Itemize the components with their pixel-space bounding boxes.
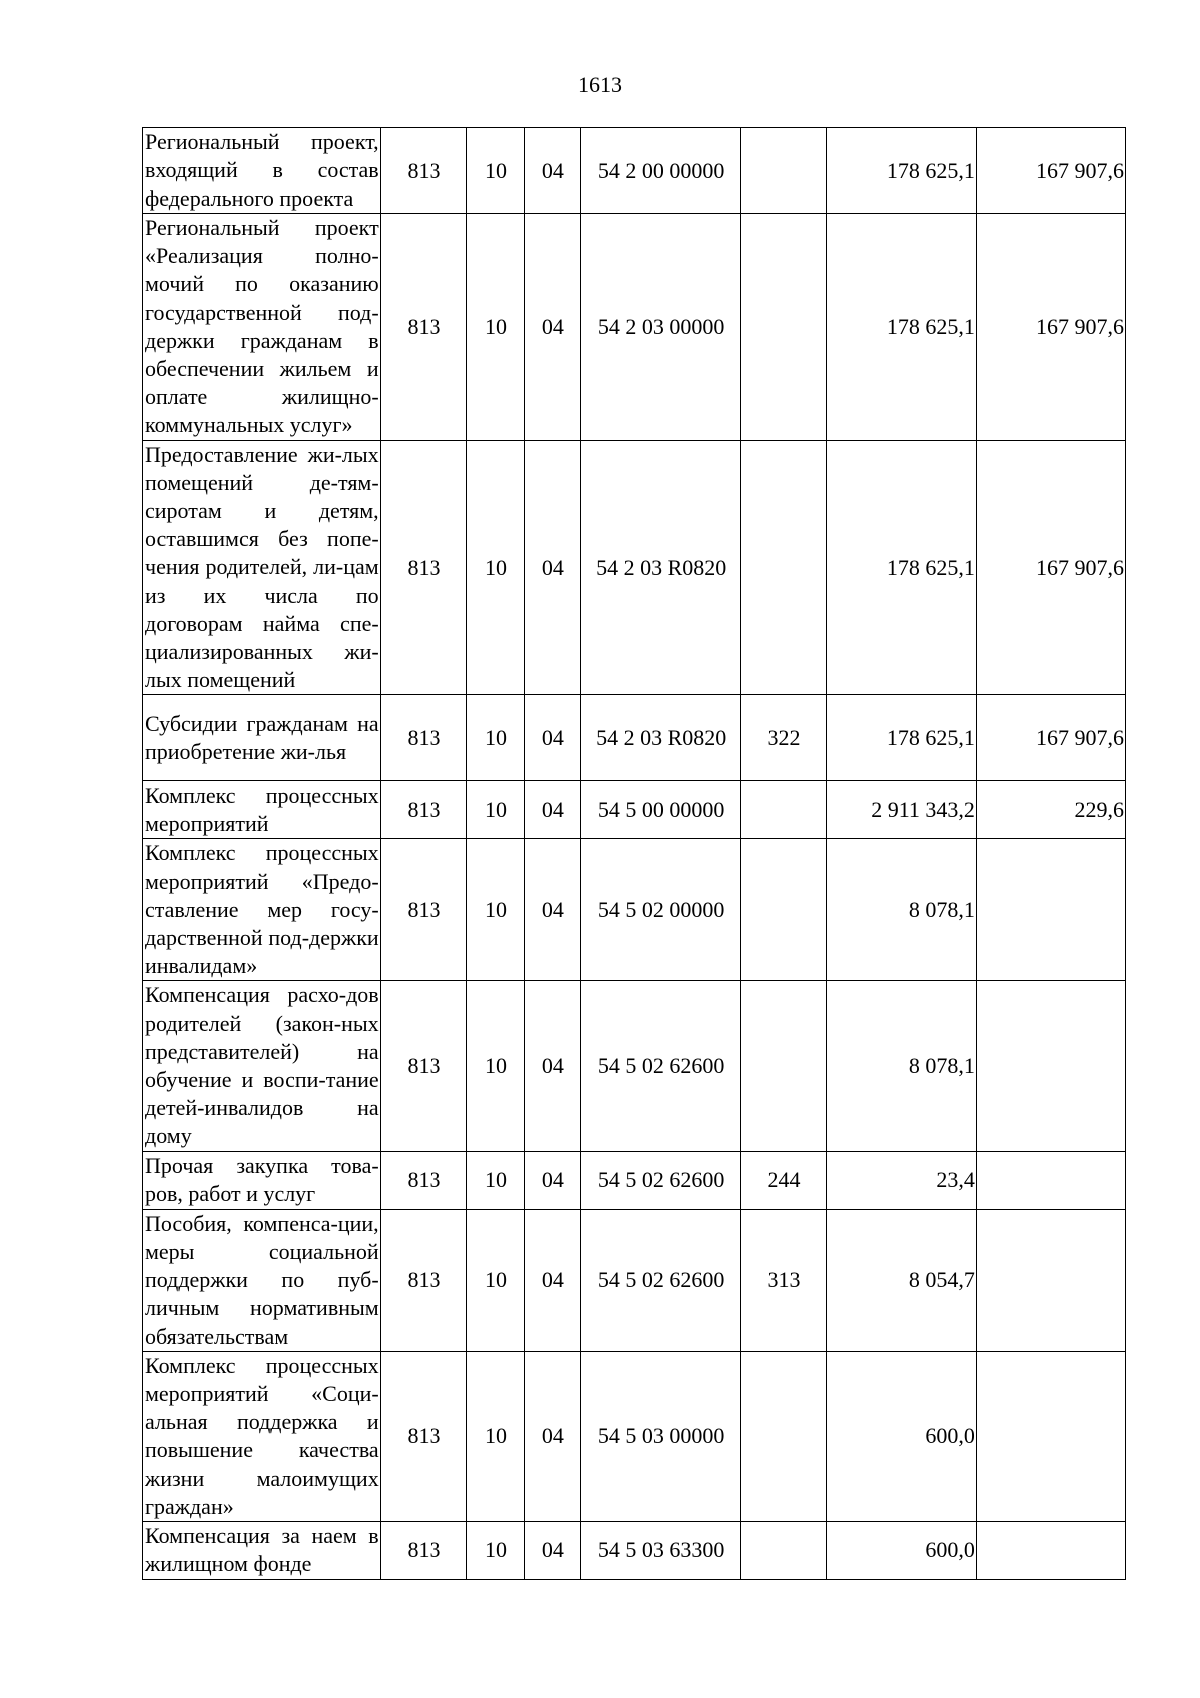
section-code: 10 — [467, 1209, 524, 1351]
section-code: 10 — [467, 839, 524, 981]
ministry-code: 813 — [380, 214, 467, 441]
row-name: Компенсация расхо-дов родителей (закон-ных представителей) на обучение и воспи-тание детей-инвалидов на дому — [143, 981, 381, 1151]
subsection-code: 04 — [524, 839, 580, 981]
sum-year-2 — [976, 1521, 1125, 1579]
ministry-code: 813 — [380, 695, 467, 781]
ministry-code: 813 — [380, 128, 467, 214]
subsection-code: 04 — [524, 1351, 580, 1521]
sum-year-1: 2 911 343,2 — [826, 781, 976, 839]
table-row — [143, 781, 1126, 839]
target-article-code: 54 2 03 R0820 — [581, 440, 741, 695]
target-article-code: 54 2 00 00000 — [581, 128, 741, 214]
section-code: 10 — [467, 781, 524, 839]
subsection-code: 04 — [524, 1151, 580, 1209]
subsection-code: 04 — [524, 128, 580, 214]
target-article-code: 54 2 03 00000 — [581, 214, 741, 441]
expense-type-code — [741, 981, 827, 1151]
subsection-code: 04 — [524, 781, 580, 839]
target-article-code: 54 5 02 00000 — [581, 839, 741, 981]
sum-year-1: 600,0 — [826, 1351, 976, 1521]
sum-year-2: 167 907,6 — [976, 440, 1125, 695]
sum-year-1: 178 625,1 — [826, 128, 976, 214]
expense-type-code — [741, 214, 827, 441]
table-row — [143, 1151, 1126, 1209]
row-name: Компенсация за наем в жилищном фонде — [143, 1521, 381, 1579]
table-row — [143, 440, 1126, 695]
ministry-code: 813 — [380, 1151, 467, 1209]
sum-year-1: 178 625,1 — [826, 214, 976, 441]
expense-type-code — [741, 781, 827, 839]
sum-year-2 — [976, 839, 1125, 981]
sum-year-2: 167 907,6 — [976, 128, 1125, 214]
page-number: 1613 — [578, 72, 622, 97]
subsection-code: 04 — [524, 695, 580, 781]
target-article-code: 54 5 00 00000 — [581, 781, 741, 839]
sum-year-1: 178 625,1 — [826, 695, 976, 781]
sum-year-2 — [976, 1151, 1125, 1209]
ministry-code: 813 — [380, 839, 467, 981]
expense-type-code — [741, 440, 827, 695]
subsection-code: 04 — [524, 440, 580, 695]
table-row — [143, 1209, 1126, 1351]
ministry-code: 813 — [380, 781, 467, 839]
subsection-code: 04 — [524, 981, 580, 1151]
sum-year-1: 600,0 — [826, 1521, 976, 1579]
ministry-code: 813 — [380, 1209, 467, 1351]
ministry-code: 813 — [380, 440, 467, 695]
sum-year-2 — [976, 981, 1125, 1151]
target-article-code: 54 5 03 00000 — [581, 1351, 741, 1521]
sum-year-1: 8 078,1 — [826, 839, 976, 981]
subsection-code: 04 — [524, 214, 580, 441]
table-row — [143, 695, 1126, 781]
table-row — [143, 214, 1126, 441]
row-name: Предоставление жи-лых помещений де-тям-сиротам и детям, оставшимся без попе-чения родителей, ли-цам из их числа по договорам найма спе-циализированных жи-лых помещений — [143, 440, 381, 695]
ministry-code: 813 — [380, 1351, 467, 1521]
row-name: Субсидии гражданам на приобретение жи-лья — [143, 695, 381, 781]
row-name: Комплекс процессных мероприятий «Предо-ставление мер госу-дарственной под-держки инвалидам» — [143, 839, 381, 981]
section-code: 10 — [467, 695, 524, 781]
expense-type-code: 244 — [741, 1151, 827, 1209]
section-code: 10 — [467, 981, 524, 1151]
row-name: Региональный проект «Реализация полно-мочий по оказанию государственной под-держки гражданам в обеспечении жильем и оплате жилищно-коммунальных услуг» — [143, 214, 381, 441]
expense-type-code — [741, 839, 827, 981]
expense-type-code — [741, 128, 827, 214]
sum-year-1: 8 078,1 — [826, 981, 976, 1151]
table-row — [143, 1521, 1126, 1579]
row-name: Комплекс процессных мероприятий «Соци-альная поддержка и повышение качества жизни малоимущих граждан» — [143, 1351, 381, 1521]
table-row — [143, 1351, 1126, 1521]
sum-year-1: 23,4 — [826, 1151, 976, 1209]
subsection-code: 04 — [524, 1209, 580, 1351]
table-row — [143, 981, 1126, 1151]
sum-year-2: 167 907,6 — [976, 695, 1125, 781]
row-name: Региональный проект, входящий в состав федерального проекта — [143, 128, 381, 214]
target-article-code: 54 5 02 62600 — [581, 1151, 741, 1209]
section-code: 10 — [467, 1151, 524, 1209]
target-article-code: 54 2 03 R0820 — [581, 695, 741, 781]
section-code: 10 — [467, 440, 524, 695]
table-row — [143, 839, 1126, 981]
budget-table — [142, 127, 1126, 1580]
sum-year-1: 178 625,1 — [826, 440, 976, 695]
row-name: Прочая закупка това-ров, работ и услуг — [143, 1151, 381, 1209]
section-code: 10 — [467, 214, 524, 441]
sum-year-2 — [976, 1351, 1125, 1521]
ministry-code: 813 — [380, 981, 467, 1151]
target-article-code: 54 5 02 62600 — [581, 1209, 741, 1351]
expense-type-code — [741, 1351, 827, 1521]
row-name: Пособия, компенса-ции, меры социальной поддержки по пуб-личным нормативным обязательствам — [143, 1209, 381, 1351]
section-code: 10 — [467, 128, 524, 214]
row-name: Комплекс процессных мероприятий — [143, 781, 381, 839]
expense-type-code: 313 — [741, 1209, 827, 1351]
sum-year-1: 8 054,7 — [826, 1209, 976, 1351]
table-row — [143, 128, 1126, 214]
target-article-code: 54 5 02 62600 — [581, 981, 741, 1151]
section-code: 10 — [467, 1351, 524, 1521]
sum-year-2 — [976, 1209, 1125, 1351]
sum-year-2: 167 907,6 — [976, 214, 1125, 441]
target-article-code: 54 5 03 63300 — [581, 1521, 741, 1579]
expense-type-code — [741, 1521, 827, 1579]
sum-year-2: 229,6 — [976, 781, 1125, 839]
ministry-code: 813 — [380, 1521, 467, 1579]
expense-type-code: 322 — [741, 695, 827, 781]
section-code: 10 — [467, 1521, 524, 1579]
subsection-code: 04 — [524, 1521, 580, 1579]
